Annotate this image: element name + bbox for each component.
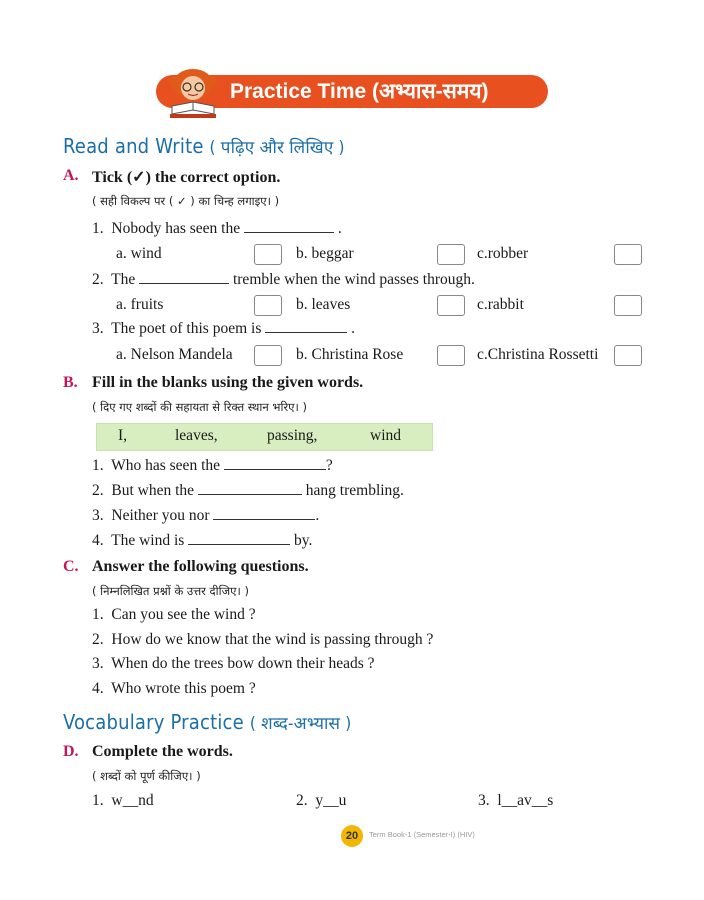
item-number: 1. <box>92 457 104 474</box>
option-checkbox[interactable] <box>614 244 642 265</box>
question-letter: C. <box>63 558 79 575</box>
question-c-title: Answer the following questions. <box>92 558 309 575</box>
item-number: 2. <box>92 631 104 648</box>
item-number: 1. <box>92 606 104 623</box>
question-c-hindi: ( निम्नलिखित प्रश्नों के उत्तर दीजिए। ) <box>92 584 249 598</box>
option-checkbox[interactable] <box>254 295 282 316</box>
heading-hindi: ( पढ़िए और लिखिए ) <box>209 138 345 158</box>
question-a-title: Tick (✓) the correct option. <box>92 169 281 186</box>
item-number: 3. <box>92 655 104 672</box>
answer-blank[interactable] <box>265 320 347 333</box>
item-number: 3. <box>478 792 490 809</box>
item-text: The wind is <box>111 532 185 549</box>
item-text: by. <box>294 532 313 549</box>
item-number: 2. <box>296 792 308 809</box>
heading-text: Read and Write <box>63 134 204 158</box>
question-b-hindi: ( दिए गए शब्दों की सहायता से रिक्त स्थान भरिए। ) <box>92 400 308 414</box>
question-a-hindi: ( सही विकल्प पर ( ✓ ) का चिन्ह लगाइए। ) <box>92 194 280 208</box>
item-text: . <box>351 320 355 337</box>
fill-item <box>92 482 404 500</box>
answer-question <box>92 655 375 673</box>
question-letter: D. <box>63 743 79 760</box>
item-text: The poet of this poem is <box>111 320 262 337</box>
answer-blank[interactable] <box>244 220 334 233</box>
fill-item <box>92 532 312 550</box>
option-checkbox[interactable] <box>437 244 465 265</box>
banner-title: Practice Time (अभ्यास-समय) <box>230 80 489 103</box>
fill-item <box>92 507 319 525</box>
question-a-header <box>63 167 79 185</box>
question-d-header <box>63 743 79 761</box>
question-b-title: Fill in the blanks using the given words. <box>92 374 364 391</box>
item-text: When do the trees bow down their heads ? <box>111 655 375 672</box>
option-a: a. wind <box>116 245 162 262</box>
item-text: Nobody has seen the <box>111 220 241 237</box>
footer-text: Term Book-1 (Semester-I) (HIV) <box>369 830 475 839</box>
word-bank-word: leaves, <box>175 427 218 444</box>
section-heading-vocabulary <box>63 710 351 734</box>
option-checkbox[interactable] <box>254 244 282 265</box>
answer-question <box>92 680 256 698</box>
option-c: c.rabbit <box>477 296 524 313</box>
item-text: How do we know that the wind is passing through ? <box>111 631 434 648</box>
question-b-header <box>63 374 78 392</box>
question-letter: A. <box>63 167 79 184</box>
item-text: The <box>111 271 136 288</box>
option-checkbox[interactable] <box>614 295 642 316</box>
item-text: Who wrote this poem ? <box>111 680 256 697</box>
item-text: Neither you nor <box>111 507 210 524</box>
item-text: Who has seen the <box>111 457 221 474</box>
option-b: b. Christina Rose <box>296 346 404 363</box>
complete-word <box>478 792 553 810</box>
word-bank-word: I, <box>118 427 128 444</box>
item-number: 1. <box>92 792 104 809</box>
item-text: w__nd <box>111 792 154 809</box>
word-bank-word: passing, <box>267 427 318 444</box>
page-number: 20 <box>341 825 363 847</box>
option-c: c.Christina Rossetti <box>477 346 599 363</box>
answer-question <box>92 606 256 624</box>
item-number: 4. <box>92 680 104 697</box>
item-number: 1. <box>92 220 104 237</box>
option-checkbox[interactable] <box>614 345 642 366</box>
item-text: l__av__s <box>497 792 554 809</box>
reading-girl-icon <box>162 62 224 122</box>
item-number: 2. <box>92 482 104 499</box>
item-text: . <box>337 220 342 237</box>
heading-hindi: ( शब्द-अभ्यास ) <box>249 714 352 734</box>
option-a: a. Nelson Mandela <box>116 346 233 363</box>
item-text: y__u <box>315 792 347 809</box>
answer-blank[interactable] <box>188 532 290 545</box>
question-a1 <box>92 220 342 238</box>
item-text: But when the <box>111 482 195 499</box>
heading-text: Vocabulary Practice <box>63 710 244 734</box>
item-number: 2. <box>92 271 104 288</box>
item-text: . <box>315 507 320 524</box>
item-number: 3. <box>92 320 104 337</box>
answer-blank[interactable] <box>224 457 326 470</box>
option-checkbox[interactable] <box>437 345 465 366</box>
complete-word <box>296 792 346 810</box>
item-text: hang trembling. <box>305 482 404 499</box>
answer-blank[interactable] <box>139 271 229 284</box>
answer-question <box>92 631 433 649</box>
item-text: ? <box>325 457 333 474</box>
word-bank-word: wind <box>370 427 401 444</box>
option-b: b. leaves <box>296 296 351 313</box>
section-heading-read-write <box>63 134 345 158</box>
option-a: a. fruits <box>116 296 164 313</box>
option-checkbox[interactable] <box>437 295 465 316</box>
answer-blank[interactable] <box>198 482 302 495</box>
option-c: c.robber <box>477 245 529 262</box>
question-d-title: Complete the words. <box>92 743 233 760</box>
question-d-hindi: ( शब्दों को पूर्ण कीजिए। ) <box>92 769 201 783</box>
option-b: b. beggar <box>296 245 354 262</box>
item-text: tremble when the wind passes through. <box>232 271 475 288</box>
option-checkbox[interactable] <box>254 345 282 366</box>
question-c-header <box>63 558 79 576</box>
answer-blank[interactable] <box>213 507 315 520</box>
fill-item <box>92 457 333 475</box>
item-number: 4. <box>92 532 104 549</box>
item-text: Can you see the wind ? <box>111 606 256 623</box>
question-a3 <box>92 320 355 338</box>
complete-word <box>92 792 154 810</box>
question-a2 <box>92 271 475 289</box>
item-number: 3. <box>92 507 104 524</box>
question-letter: B. <box>63 374 78 391</box>
